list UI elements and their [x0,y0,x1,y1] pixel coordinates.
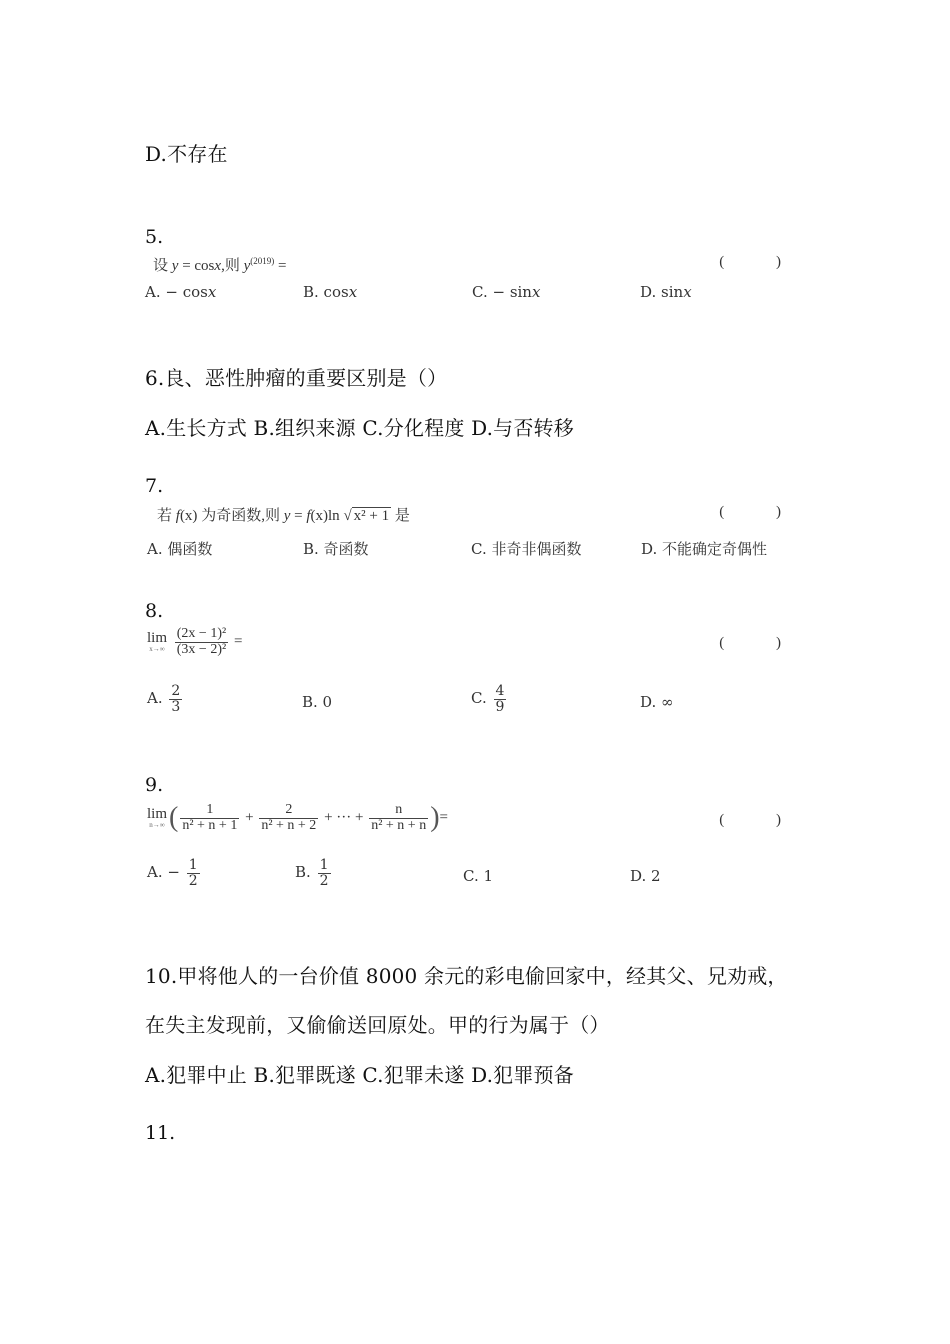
q8-option-b: B. 0 [302,693,333,711]
q8-limit: lim x→∞ [147,630,168,654]
q9-term-n: $\frac{n}{\text{n² + n + n}}$ [371,801,427,833]
q5-option-d: D. sinx [640,283,692,301]
q5-option-c: C. − sinx [472,283,541,301]
q9-term-1: $\frac{1}{\text{n² + n + 1}}$ [182,801,238,833]
q9-answer-paren: ( ) [719,812,805,828]
q9-number: 9. [145,774,164,796]
q9-term-2: $\frac{2}{\text{n² + n + 2}}$ [261,801,317,833]
q9-stem [145,800,805,844]
q7-stem-text: 若 f(x) 为奇函数,则 y = f(x)ln √ x² + 1 是 [157,508,410,524]
q8-fraction: $\frac{\text{(2x − 1)²}}{\text{(3x − 2)²}}$ [176,626,227,657]
q5-option-a: A. − cosx [145,283,217,301]
q8-answer-paren: ( ) [719,635,805,651]
q8-option-c: C. $\frac{4}{9}$ [471,683,505,715]
q10-options: A.犯罪中止 B.犯罪既遂 C.犯罪未遂 D.犯罪预备 [145,1063,574,1087]
q9-option-c: C. 1 [463,867,494,885]
q7-stem [145,504,805,528]
q9-stem-expr: lim n→∞ ( $\frac{1}{\text{n² + n + 1}}$ + $\frac{2}{\text{n² + n + 2}}$ + ··· + $\frac{n}{\text{n² + n + n}}$ )= [147,801,449,833]
q7-option-c: C. 非奇非偶函数 [471,540,582,558]
q5-stem-text: 设 y = cosx,则 $y^{(2019)}$ = [153,256,287,274]
q10-line-2: 在失主发现前，又偷偷送回原处。甲的行为属于（） [145,1013,610,1037]
q6-options: A.生长方式 B.组织来源 C.分化程度 D.与否转移 [145,416,574,440]
q7-option-b: B. 奇函数 [303,540,369,558]
q11-number: 11. [145,1122,176,1144]
q8-number: 8. [145,600,164,622]
q7-option-a: A. 偶函数 [147,540,213,558]
q9-option-d: D. 2 [630,867,661,885]
q5-answer-paren: ( ) [719,254,805,270]
q5-number: 5. [145,226,164,248]
q9-option-b: B. $\frac{1}{2}$ [295,857,329,889]
q10-line-1: 10.甲将他人的一台价值 8000 余元的彩电偷回家中，经其父、兄劝戒， [145,964,788,988]
q7-answer-paren: ( ) [719,504,805,520]
q8-stem-expr: lim x→∞ $\frac{\text{(2x − 1)²}}{\text{(3x − 2)²}}$ = [147,626,243,657]
q8-option-d: D. ∞ [640,693,674,711]
q5-stem [145,254,805,276]
q9-limit: lim n→∞ [147,806,168,829]
q8-stem [145,625,805,665]
q5-option-b: B. cosx [303,283,358,301]
q7-option-d: D. 不能确定奇偶性 [641,540,768,558]
q8-option-a: A. $\frac{2}{3}$ [147,683,181,715]
q7-number: 7. [145,475,164,497]
q4-option-d: D.不存在 [145,142,228,166]
q9-option-a: A. − $\frac{1}{2}$ [147,857,198,889]
q6-title: 6.良、恶性肿瘤的重要区别是（） [145,366,448,390]
